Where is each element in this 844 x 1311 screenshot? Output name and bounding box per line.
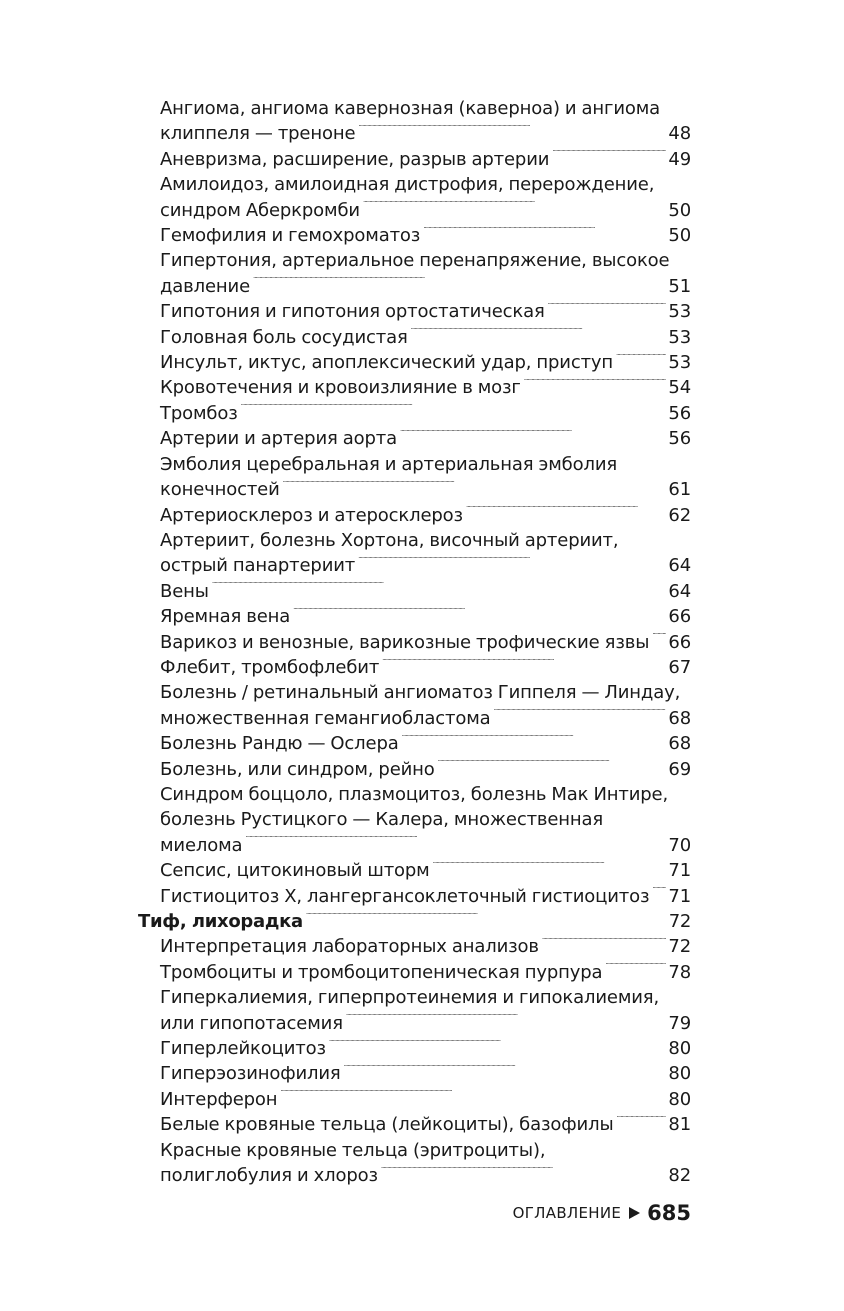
toc-entry[interactable] xyxy=(138,1087,691,1112)
dot-leader xyxy=(363,198,666,216)
dot-leader xyxy=(652,630,666,648)
toc-entry-row xyxy=(160,401,691,426)
toc-entry-row xyxy=(160,325,691,350)
dot-leader xyxy=(605,960,666,978)
toc-page-number: 80 xyxy=(668,1063,691,1085)
toc-entry-row xyxy=(160,1087,691,1112)
toc-page-number: 82 xyxy=(668,1165,691,1187)
dot-leader xyxy=(548,299,667,317)
table-of-contents xyxy=(138,96,691,1188)
toc-page-number: 50 xyxy=(668,225,691,247)
toc-entry-row xyxy=(160,198,691,223)
toc-entry-title-line: Ангиома, ангиома кавернозная (каверноа) и ангиома xyxy=(160,98,661,119)
toc-page-number: 64 xyxy=(668,555,691,577)
toc-entry-title-line: Амилоидоз, амилоидная дистрофия, перерождение, xyxy=(160,174,655,196)
toc-page-number: 49 xyxy=(668,148,691,170)
toc-page-number: 71 xyxy=(668,885,691,907)
dot-leader xyxy=(293,604,666,622)
toc-entry-title-line: Тромбоциты и тромбоцитопеническая пурпура xyxy=(160,961,603,983)
toc-entry-row xyxy=(160,121,691,146)
dot-leader xyxy=(466,503,666,521)
toc-page-number: 53 xyxy=(668,301,691,323)
toc-entry-row xyxy=(160,553,691,578)
toc-entry-title-line: Варикоз и венозные, варикозные трофические язвы xyxy=(160,631,650,653)
toc-section-heading[interactable] xyxy=(138,909,691,934)
dot-leader xyxy=(329,1036,667,1054)
toc-entry[interactable] xyxy=(138,858,691,883)
toc-entry[interactable] xyxy=(138,96,691,147)
toc-entry-row xyxy=(160,604,691,629)
toc-entry-title-line: Интерпретация лабораторных анализов xyxy=(160,936,539,958)
dot-leader xyxy=(358,121,666,139)
toc-entry-title-line: Красные кровяные тельца (эритроциты), xyxy=(160,1139,546,1161)
toc-entry[interactable] xyxy=(138,401,691,426)
toc-entry-title-line: или гипопотасемия xyxy=(160,1012,343,1034)
dot-leader xyxy=(617,1112,667,1130)
dot-leader xyxy=(253,274,666,292)
toc-entry[interactable] xyxy=(138,960,691,985)
toc-entry-title-line: острый панартериит xyxy=(160,555,356,577)
toc-page-number: 71 xyxy=(668,860,691,882)
toc-entry-row xyxy=(160,147,691,172)
toc-entry[interactable] xyxy=(138,452,691,503)
toc-page-number: 66 xyxy=(668,606,691,628)
toc-page-number: 53 xyxy=(668,326,691,348)
toc-entry-title-line: Болезнь, или синдром, рейно xyxy=(160,758,435,780)
toc-page-number: 68 xyxy=(668,707,691,729)
toc-entry-row xyxy=(138,909,691,934)
dot-leader xyxy=(241,401,667,419)
toc-entry-title-line: миелома xyxy=(160,834,243,856)
toc-entry-title-line: Головная боль сосудистая xyxy=(160,326,408,348)
toc-entry[interactable] xyxy=(138,426,691,451)
dot-leader xyxy=(423,223,666,241)
toc-entry-title-line: Артерии и артерия аорта xyxy=(160,428,397,450)
toc-entry-row xyxy=(160,934,691,959)
toc-page-number: 79 xyxy=(668,1012,691,1034)
toc-entry-title-line: синдром Аберкромби xyxy=(160,199,360,221)
toc-entry[interactable] xyxy=(138,325,691,350)
toc-entry-title-line: Белые кровяные тельца (лейкоциты), базофилы xyxy=(160,1114,614,1136)
dot-leader xyxy=(212,579,667,597)
dot-leader xyxy=(245,833,666,851)
toc-entry-row xyxy=(160,757,691,782)
toc-entry-title-line: Интерферон xyxy=(160,1088,278,1110)
toc-entry[interactable] xyxy=(138,299,691,324)
toc-entry-title-line: Гипотония и гипотония ортостатическая xyxy=(160,301,545,323)
toc-page-number: 54 xyxy=(668,377,691,399)
toc-entry-row xyxy=(160,274,691,299)
toc-entry-row xyxy=(160,426,691,451)
toc-page-number: 72 xyxy=(668,936,691,958)
toc-entry-row xyxy=(160,706,691,731)
dot-leader xyxy=(552,147,666,165)
toc-entry[interactable] xyxy=(138,757,691,782)
toc-entry-title-line: Флебит, тромбофлебит xyxy=(160,656,380,678)
toc-entry[interactable] xyxy=(138,884,691,909)
toc-entry[interactable] xyxy=(138,248,691,299)
toc-page-number: 61 xyxy=(668,479,691,501)
toc-entry-title-line: Тиф, лихорадка xyxy=(138,911,303,932)
toc-entry[interactable] xyxy=(138,604,691,629)
toc-entry[interactable] xyxy=(138,579,691,604)
dot-leader xyxy=(652,884,666,902)
dot-leader xyxy=(400,426,666,444)
toc-entry-title-line: Яремная вена xyxy=(160,606,291,628)
dot-leader xyxy=(306,909,667,927)
toc-entry-title-line: Гемофилия и гемохроматоз xyxy=(160,225,421,247)
toc-page-number: 67 xyxy=(668,656,691,678)
toc-entry-row xyxy=(160,1163,691,1188)
toc-page-number: 56 xyxy=(668,402,691,424)
toc-page-number: 50 xyxy=(668,199,691,221)
toc-entry[interactable] xyxy=(138,985,691,1036)
toc-entry[interactable] xyxy=(138,528,691,579)
toc-entry-title-line: давление xyxy=(160,275,251,297)
toc-entry[interactable] xyxy=(138,782,691,858)
toc-page-number: 56 xyxy=(668,428,691,450)
toc-page-number: 69 xyxy=(668,758,691,780)
footer-section-label: ОГЛАВЛЕНИЕ xyxy=(512,1204,622,1222)
dot-leader xyxy=(346,1011,667,1029)
toc-entry-row xyxy=(160,858,691,883)
toc-page-number: 64 xyxy=(668,580,691,602)
toc-entry-row xyxy=(160,375,691,400)
toc-entry-row xyxy=(160,1011,691,1036)
toc-page-number: 62 xyxy=(668,504,691,526)
toc-entry-row xyxy=(160,731,691,756)
toc-page-number: 81 xyxy=(668,1114,691,1136)
toc-entry-title-line: Кровотечения и кровоизлияние в мозг xyxy=(160,377,521,399)
toc-page-number: 48 xyxy=(668,123,691,145)
toc-entry-title-line: Инсульт, иктус, апоплексический удар, приступ xyxy=(160,352,614,374)
toc-entry-title-line: Тромбоз xyxy=(160,402,238,424)
toc-page-number: 70 xyxy=(668,834,691,856)
dot-leader xyxy=(524,375,667,393)
toc-page-number: 53 xyxy=(668,352,691,374)
dot-leader xyxy=(542,934,667,952)
toc-entry[interactable] xyxy=(138,934,691,959)
dot-leader xyxy=(381,1163,666,1181)
toc-entry-title-line: полиглобулия и хлороз xyxy=(160,1165,378,1187)
toc-entry-row xyxy=(160,579,691,604)
toc-entry[interactable] xyxy=(138,375,691,400)
toc-entry-title-line: Эмболия церебральная и артериальная эмболия xyxy=(160,453,618,475)
toc-entry[interactable] xyxy=(138,1036,691,1061)
page-footer xyxy=(513,1201,691,1225)
toc-entry-title-line: конечностей xyxy=(160,479,280,501)
toc-page-number: 72 xyxy=(668,911,691,932)
toc-entry[interactable] xyxy=(138,172,691,223)
toc-page-number: 51 xyxy=(668,275,691,297)
toc-page-number: 80 xyxy=(668,1038,691,1060)
toc-entry[interactable] xyxy=(138,630,691,655)
toc-entry-row xyxy=(160,350,691,375)
toc-entry-row xyxy=(160,884,691,909)
toc-entry-row xyxy=(160,833,691,858)
toc-entry-title-line: Синдром боццоло, плазмоцитоз, болезнь Мак Интире, xyxy=(160,783,669,805)
toc-page-number: 80 xyxy=(668,1088,691,1110)
toc-entry-row xyxy=(160,299,691,324)
toc-entry[interactable] xyxy=(138,1138,691,1189)
toc-entry-title-line: клиппеля — треноне xyxy=(160,123,356,145)
toc-entry-row xyxy=(160,1036,691,1061)
toc-page-number: 78 xyxy=(668,961,691,983)
toc-entry[interactable] xyxy=(138,731,691,756)
toc-entry[interactable] xyxy=(138,655,691,680)
toc-entry-row xyxy=(160,960,691,985)
toc-entry[interactable] xyxy=(138,223,691,248)
toc-entry-title-line: Сепсис, цитокиновый шторм xyxy=(160,860,430,882)
toc-entry-title-line: Болезнь Рандю — Ослера xyxy=(160,733,399,755)
toc-entry-row xyxy=(160,1061,691,1086)
toc-entry[interactable] xyxy=(138,350,691,375)
toc-entry-title-line: Гипертония, артериальное перенапряжение, высокое xyxy=(160,250,670,272)
dot-leader xyxy=(411,325,667,343)
toc-entry-title-line: Вены xyxy=(160,580,209,602)
toc-entry-row xyxy=(160,630,691,655)
toc-entry-title-line: Гистиоцитоз X, лангергансоклеточный гистиоцитоз xyxy=(160,885,650,907)
toc-entry-row xyxy=(160,1112,691,1137)
toc-entry-row xyxy=(160,503,691,528)
toc-entry-title-line: Артериит, болезнь Хортона, височный артериит, xyxy=(160,529,619,551)
toc-entry-title-line: Артериосклероз и атеросклероз xyxy=(160,504,463,526)
dot-leader xyxy=(616,350,666,368)
toc-entry-title-line: Гиперэозинофилия xyxy=(160,1063,341,1085)
dot-leader xyxy=(280,1087,666,1105)
toc-entry-title-line: Аневризма, расширение, разрыв артерии xyxy=(160,148,550,170)
toc-entry-title-line: Гиперлейкоцитоз xyxy=(160,1038,326,1060)
toc-entry[interactable] xyxy=(138,503,691,528)
page-number: 685 xyxy=(647,1201,691,1225)
toc-entry-title-line: Гиперкалиемия, гиперпротеинемия и гипокалиемия, xyxy=(160,987,660,1009)
toc-entry-title-line: множественная гемангиобластома xyxy=(160,707,491,729)
right-triangle-icon xyxy=(629,1207,640,1219)
toc-entry[interactable] xyxy=(138,147,691,172)
dot-leader xyxy=(494,706,667,724)
dot-leader xyxy=(433,858,667,876)
dot-leader xyxy=(358,553,666,571)
toc-entry[interactable] xyxy=(138,1061,691,1086)
dot-leader xyxy=(402,731,667,749)
toc-entry[interactable] xyxy=(138,1112,691,1137)
dot-leader xyxy=(344,1061,667,1079)
toc-entry[interactable] xyxy=(138,680,691,731)
toc-entry-title-line: Болезнь / ретинальный ангиоматоз Гиппеля — Линдау, xyxy=(160,682,681,704)
toc-entry-title-line: болезнь Рустицкого — Калера, множественная xyxy=(160,809,604,831)
toc-entry-row xyxy=(160,223,691,248)
toc-page-number: 68 xyxy=(668,733,691,755)
dot-leader xyxy=(382,655,666,673)
dot-leader xyxy=(438,757,667,775)
toc-entry-row xyxy=(160,477,691,502)
toc-page-number: 66 xyxy=(668,631,691,653)
toc-entry-row xyxy=(160,655,691,680)
dot-leader xyxy=(283,477,667,495)
